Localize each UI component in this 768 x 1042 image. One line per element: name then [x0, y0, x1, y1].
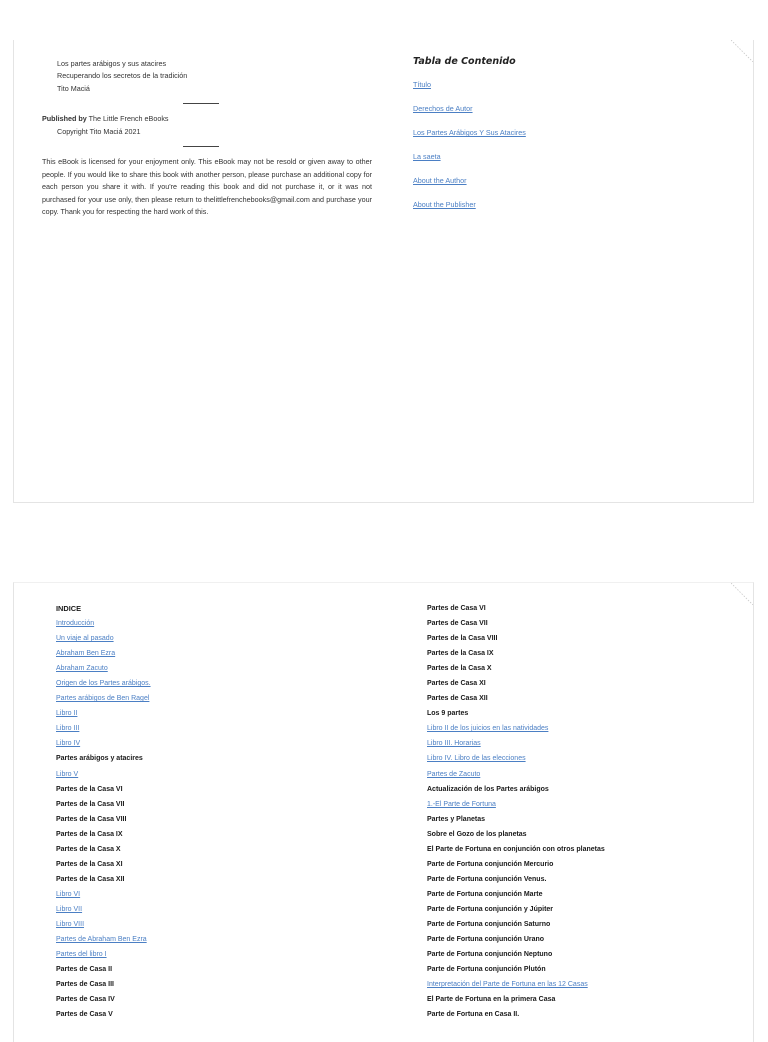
index-entry: Sobre el Gozo de los planetas [427, 830, 527, 838]
index-column-right [427, 601, 747, 1022]
index-entry: El Parte de Fortuna en conjunción con otros planetas [427, 845, 605, 853]
index-entry: Partes de Casa IV [56, 996, 115, 1004]
index-entry: Partes de la Casa VIII [56, 815, 127, 823]
index-entry: Partes de la Casa VIII [427, 635, 498, 643]
index-link[interactable]: Un viaje al pasado [56, 635, 114, 643]
copyright-line: Copyright Tito Maciá 2021 [57, 126, 141, 136]
index-link[interactable]: Partes arábigos de Ben Ragel [56, 695, 150, 703]
index-entry: Partes de Casa V [56, 1011, 113, 1019]
index-entry: Los 9 partes [427, 710, 469, 718]
index-entry: Partes de Casa XII [427, 695, 488, 703]
index-heading: INDICE [56, 604, 82, 613]
index-link[interactable]: Libro VI [56, 890, 81, 898]
index-link[interactable]: Libro VIII [56, 920, 85, 928]
index-entry: Partes de la Casa VII [56, 800, 125, 808]
index-entry: Partes de la Casa VI [56, 785, 123, 793]
index-entry: Partes de la Casa XII [56, 875, 125, 883]
page-corner-fold-icon [731, 40, 753, 62]
book-title: Los partes arábigos y sus atacires [57, 59, 167, 68]
index-entry: Partes de la Casa IX [427, 650, 494, 658]
toc-title: Tabla de Contenido [413, 56, 516, 67]
divider-rule [183, 103, 219, 104]
index-link[interactable]: Partes de Zacuto [427, 770, 481, 778]
index-entry: Partes de Casa II [56, 966, 113, 974]
index-link[interactable]: Abraham Zacuto [56, 665, 108, 673]
index-entry: Partes de Casa VII [427, 620, 488, 628]
index-entry: Parte de Fortuna conjunción Mercurio [427, 860, 554, 868]
index-link[interactable]: Interpretación del Parte de Fortuna en las 12 Casas [427, 981, 588, 989]
index-entry: Partes arábigos y atacires [56, 755, 143, 763]
index-entry: Partes de la Casa XI [56, 860, 123, 868]
index-entry: Parte de Fortuna en Casa II. [427, 1011, 520, 1019]
index-link[interactable]: Libro III. Horarias [427, 740, 481, 748]
index-link[interactable]: Libro II de los juicios en las natividades [427, 725, 549, 733]
toc-link-partes-arabigos[interactable]: Los Partes Arábigos Y Sus Atacires [413, 128, 526, 137]
license-paragraph: This eBook is licensed for your enjoyment only. This eBook may not be resold or given away to other people. If you would like to share this book with another person, please purchase an additional copy for each person you share it with. If you're reading this book and did not purchase it, or it was not purchased for your use only, then please return to thelittlefrenchebooks@gmail.com and purchase your copy. Thank you for respecting the hard work of this. [42, 157, 372, 217]
index-entry: Parte de Fortuna conjunción Saturno [427, 920, 551, 928]
book-author: Tito Maciá [57, 83, 90, 93]
index-entry: Parte de Fortuna conjunción Neptuno [427, 951, 553, 959]
toc-link-titulo[interactable]: Título [413, 80, 431, 89]
document-page-2 [13, 582, 754, 1042]
index-entry: Parte de Fortuna conjunción Marte [427, 890, 543, 898]
index-link[interactable]: Libro III [56, 725, 80, 733]
index-entry: Parte de Fortuna conjunción Plutón [427, 966, 546, 974]
index-link[interactable]: 1.-El Parte de Fortuna [427, 800, 496, 808]
toc-link-about-the-publisher[interactable]: About the Publisher [413, 200, 476, 209]
front-matter [42, 58, 372, 219]
toc-link-la-saeta[interactable]: La saeta [413, 152, 441, 161]
index-link[interactable]: Abraham Ben Ezra [56, 650, 116, 658]
index-link[interactable]: Partes de Abraham Ben Ezra [56, 936, 147, 944]
index-entry: Partes de la Casa IX [56, 830, 123, 838]
index-entry: Partes de Casa III [56, 981, 114, 989]
index-link[interactable]: Libro V [56, 770, 79, 778]
index-column-left [56, 601, 386, 1022]
index-link[interactable]: Partes del libro I [56, 951, 107, 959]
index-link[interactable]: Libro IV [56, 740, 81, 748]
toc-link-derechos-de-autor[interactable]: Derechos de Autor [413, 104, 473, 113]
index-entry: Partes y Planetas [427, 815, 485, 823]
index-entry: El Parte de Fortuna en la primera Casa [427, 996, 556, 1004]
index-entry: Parte de Fortuna conjunción y Júpiter [427, 905, 554, 913]
index-entry: Parte de Fortuna conjunción Venus. [427, 875, 547, 883]
index-link[interactable]: Origen de los Partes arábigos. [56, 680, 151, 688]
index-entry: Partes de Casa VI [427, 605, 486, 612]
index-entry: Partes de la Casa X [56, 845, 121, 853]
publisher-line [42, 113, 372, 125]
index-entry: Parte de Fortuna conjunción Urano [427, 936, 545, 944]
index-entry: Partes de Casa XI [427, 680, 486, 688]
book-subtitle: Recuperando los secretos de la tradición [57, 71, 188, 81]
published-label: Published by [42, 114, 87, 124]
index-link[interactable]: Libro II [56, 710, 78, 718]
divider-rule [183, 146, 219, 147]
index-link[interactable]: Libro VII [56, 905, 83, 913]
document-page-1 [13, 40, 754, 503]
index-link[interactable]: Introducción [56, 620, 95, 628]
index-entry: Actualización de los Partes arábigos [427, 785, 549, 793]
publisher-name: The Little French eBooks [86, 114, 169, 124]
toc-link-about-the-author[interactable]: About the Author [413, 176, 467, 185]
table-of-contents [413, 56, 713, 224]
index-entry: Partes de la Casa X [427, 665, 492, 673]
index-link[interactable]: Libro IV. Libro de las elecciones [427, 755, 526, 763]
